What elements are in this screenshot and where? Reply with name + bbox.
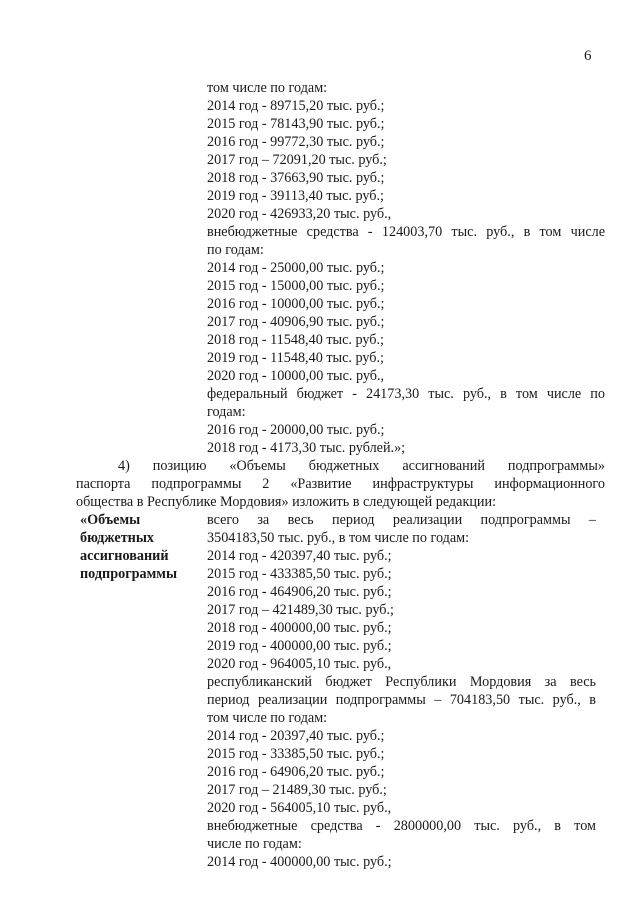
table-total-line: всего за весь период реализации подпрограммы – (207, 512, 596, 528)
block1-year-line: 2020 год - 426933,20 тыс. руб., (207, 206, 392, 222)
block1-federal-year: 2016 год - 20000,00 тыс. руб.; (207, 422, 385, 438)
block1-offbudget-year: 2020 год - 10000,00 тыс. руб., (207, 368, 385, 384)
block1-year-line: 2016 год - 99772,30 тыс. руб.; (207, 134, 385, 150)
table-total-year: 2019 год - 400000,00 тыс. руб.; (207, 638, 392, 654)
block1-federal-year: 2018 год - 4173,30 тыс. рублей.»; (207, 440, 406, 456)
item4-line: 4) позицию «Объемы бюджетных ассигнований подпрограммы» (118, 458, 605, 474)
table-republic-line: том числе по годам: (207, 710, 328, 726)
table-republic-year: 2016 год - 64906,20 тыс. руб.; (207, 764, 385, 780)
block1-offbudget-line: внебюджетные средства - 124003,70 тыс. руб., в том числе (207, 224, 605, 240)
block1-offbudget-year: 2017 год - 40906,90 тыс. руб.; (207, 314, 385, 330)
block1-offbudget-year: 2018 год - 11548,40 тыс. руб.; (207, 332, 384, 348)
block1-federal-line: годам: (207, 404, 246, 420)
block1-year-line: 2015 год - 78143,90 тыс. руб.; (207, 116, 385, 132)
item4-line: общества в Республике Мордовия» изложить в следующей редакции: (76, 494, 497, 510)
table-total-year: 2017 год – 421489,30 тыс. руб.; (207, 602, 394, 618)
table-offbudget-line: внебюджетные средства - 2800000,00 тыс. руб., в том (207, 818, 596, 834)
item4-line: паспорта подпрограммы 2 «Развитие инфраструктуры информационного (76, 476, 605, 492)
block1-offbudget-year: 2015 год - 15000,00 тыс. руб.; (207, 278, 385, 294)
table-republic-line: республиканский бюджет Республики Мордовия за весь (207, 674, 596, 690)
page-number: 6 (584, 48, 592, 64)
table-offbudget-year: 2014 год - 400000,00 тыс. руб.; (207, 854, 392, 870)
block1-offbudget-line: по годам: (207, 242, 264, 258)
table-republic-year: 2020 год - 564005,10 тыс. руб., (207, 800, 392, 816)
table-republic-year: 2015 год - 33385,50 тыс. руб.; (207, 746, 385, 762)
block1-offbudget-year: 2019 год - 11548,40 тыс. руб.; (207, 350, 384, 366)
block1-federal-line: федеральный бюджет - 24173,30 тыс. руб., в том числе по (207, 386, 605, 402)
table-total-line: 3504183,50 тыс. руб., в том числе по годам: (207, 530, 470, 546)
table-total-year: 2016 год - 464906,20 тыс. руб.; (207, 584, 392, 600)
table-total-year: 2015 год - 433385,50 тыс. руб.; (207, 566, 392, 582)
block1-year-line: 2014 год - 89715,20 тыс. руб.; (207, 98, 385, 114)
block1-year-line: 2018 год - 37663,90 тыс. руб.; (207, 170, 385, 186)
table-label-line: ассигнований (80, 548, 169, 564)
table-republic-line: период реализации подпрограммы – 704183,50 тыс. руб., в (207, 692, 596, 708)
block1-intro: том числе по годам: (207, 80, 328, 96)
block1-year-line: 2017 год – 72091,20 тыс. руб.; (207, 152, 387, 168)
table-label-line: «Объемы (80, 512, 141, 528)
table-total-year: 2014 год - 420397,40 тыс. руб.; (207, 548, 392, 564)
table-offbudget-line: числе по годам: (207, 836, 302, 852)
table-total-year: 2020 год - 964005,10 тыс. руб., (207, 656, 392, 672)
table-label-line: бюджетных (80, 530, 155, 546)
table-republic-year: 2014 год - 20397,40 тыс. руб.; (207, 728, 385, 744)
block1-offbudget-year: 2016 год - 10000,00 тыс. руб.; (207, 296, 385, 312)
table-total-year: 2018 год - 400000,00 тыс. руб.; (207, 620, 392, 636)
block1-offbudget-year: 2014 год - 25000,00 тыс. руб.; (207, 260, 385, 276)
block1-year-line: 2019 год - 39113,40 тыс. руб.; (207, 188, 384, 204)
table-label-line: подпрограммы (80, 566, 178, 582)
table-republic-year: 2017 год – 21489,30 тыс. руб.; (207, 782, 387, 798)
